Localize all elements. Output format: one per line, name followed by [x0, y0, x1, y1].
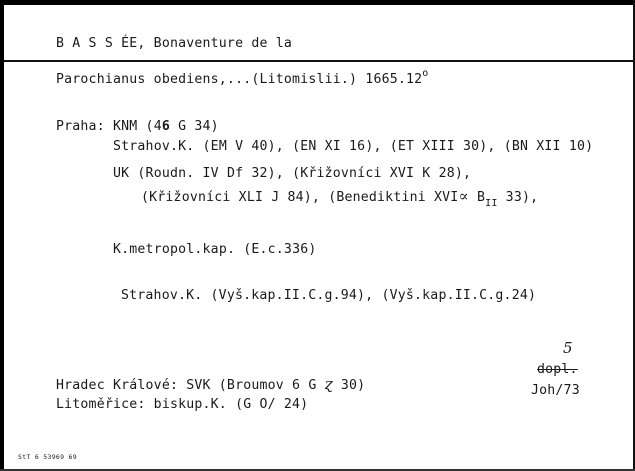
author-heading: B A S S ÉE, Bonaventure de la	[56, 36, 293, 51]
strahov-text-b: (ET XIII 30), (BN XII 10)	[381, 139, 594, 154]
strahov-text-a: Strahov.K. (EM V 40), (EN XI 16	[113, 139, 366, 154]
note-code: Joh/73	[531, 383, 580, 398]
title-text: Parochianus obediens,...(Litomislii.) 1665.12	[56, 72, 423, 87]
knm-text: KNM (4	[113, 119, 162, 134]
handwritten-number-mark: 5	[563, 339, 573, 357]
praha-knm	[113, 119, 219, 135]
strahov-vys-line: Strahov.K. (Vyš.kap.II.C.g.94), (Vyš.kap.II.C.g.24)	[121, 288, 537, 303]
strahov-mark: ),	[365, 139, 382, 154]
handwritten-alpha-mark: ∝	[458, 187, 469, 205]
krizovnici-end: 33),	[497, 190, 539, 205]
metropol-line: K.metropol.kap. (E.c.336)	[113, 242, 317, 257]
knm-handwritten-digit: 6	[161, 119, 170, 134]
print-code: StT 6 53969 69	[18, 453, 77, 461]
praha-uk-line: UK (Roudn. IV Df 32), (Křižovníci XVI K 28),	[113, 166, 472, 181]
knm-end: G 34)	[169, 119, 219, 134]
praha-krizovnici-line	[141, 188, 538, 207]
title-superscript: o	[422, 68, 429, 79]
litomerice-line: Litoměřice: biskup.K. (G O/ 24)	[56, 397, 309, 412]
hradec-text-b: 30)	[332, 378, 366, 393]
praha-strahov-line	[113, 139, 593, 155]
handwritten-shelf-mark: ɀ	[324, 375, 333, 393]
krizovnici-subscript: II	[485, 198, 498, 209]
card-top-edge	[0, 0, 635, 5]
hradec-line	[56, 376, 365, 394]
krizovnici-text: (Křižovníci XLI J 84), (Benediktini XVI	[141, 190, 459, 205]
hradec-text-a: Hradec Králové: SVK (Broumov 6 G	[56, 378, 325, 393]
struck-note: dopl.	[537, 362, 578, 377]
heading-rule	[3, 60, 635, 62]
krizovnici-b: B	[468, 190, 486, 205]
praha-label: Praha:	[56, 119, 105, 134]
card-left-edge	[0, 0, 4, 471]
title-line	[56, 68, 429, 89]
